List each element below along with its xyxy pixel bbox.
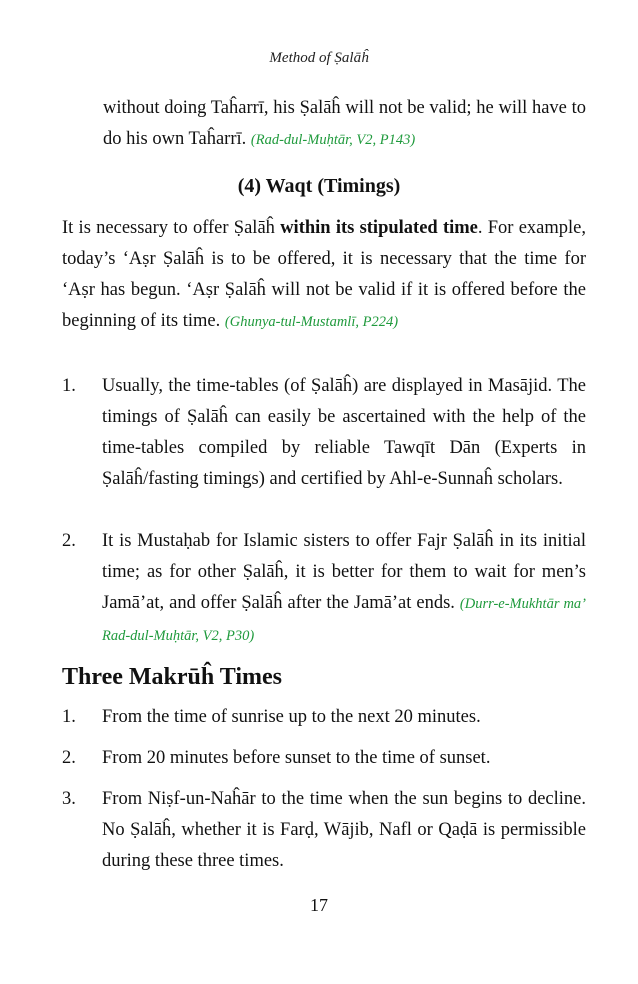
list-number: 2. <box>62 748 76 768</box>
list-text <box>102 371 586 495</box>
intro-paragraph <box>103 93 586 156</box>
list-text-content: From Niṣf-un-Naĥār to the time when the sun begins to decline. No Ṣalāĥ, whether it is Farḍ, Wājib, Nafl or Qaḍā is permissible during these three times. <box>102 789 586 871</box>
list-text <box>102 526 586 652</box>
intro-reference: (Rad-dul-Muḥtār, V2, P143) <box>250 132 416 148</box>
list-text <box>102 743 586 774</box>
list-number: 1. <box>62 376 76 396</box>
section-paragraph <box>62 213 586 338</box>
list-text-content: Usually, the time-tables (of Ṣalāĥ) are displayed in Masājid. The timings of Ṣalāĥ can easily be ascertained with the help of the time-tables compiled by reliable Tawqīt Dān (Experts in Ṣalāĥ/fasting timings) and certified by Ahl-e-Sunnaĥ scholars. <box>102 376 586 489</box>
list-number: 1. <box>62 707 76 727</box>
list-text-content: It is Mustaḥab for Islamic sisters to offer Fajr Ṣalāĥ in its initial time; as for other Ṣalāĥ, it is better for them to wait for men’s Jamā’at, and offer Ṣalāĥ after the Jamā’at ends. <box>102 531 586 613</box>
list-reference: (Durr-e-Mukhtār ma’ Rad-dul-Muḥtār, V2, P30) <box>102 596 587 644</box>
list-text <box>102 702 586 733</box>
list-number: 3. <box>62 789 76 809</box>
section-bold: within its stipulated time <box>280 218 478 238</box>
section-title: (4) Waqt (Timings) <box>237 175 401 197</box>
list-number: 2. <box>62 531 76 551</box>
list-text-content: From 20 minutes before sunset to the time of sunset. <box>102 748 491 768</box>
page-number: 17 <box>310 895 328 915</box>
section-reference: (Ghunya-tul-Mustamlī, P224) <box>224 314 399 330</box>
section-rest: . For example, today’s ‘Aṣr Ṣalāĥ is to be offered, it is necessary that the time for ‘Aṣr has begun. ‘Aṣr Ṣalāĥ will not be valid if it is offered before the beginning of its time. <box>62 218 586 331</box>
intro-text: without doing Taĥarrī, his Ṣalāĥ will not be valid; he will have to do his own Taĥarrī. <box>103 98 586 149</box>
list-text-content: From the time of sunrise up to the next 20 minutes. <box>102 707 481 727</box>
list-text <box>102 784 586 877</box>
section-lead: It is necessary to offer Ṣalāĥ <box>62 218 275 238</box>
running-head: Method of Ṣalāĥ <box>269 50 369 66</box>
makruh-heading: Three Makrūĥ Times <box>62 664 283 690</box>
